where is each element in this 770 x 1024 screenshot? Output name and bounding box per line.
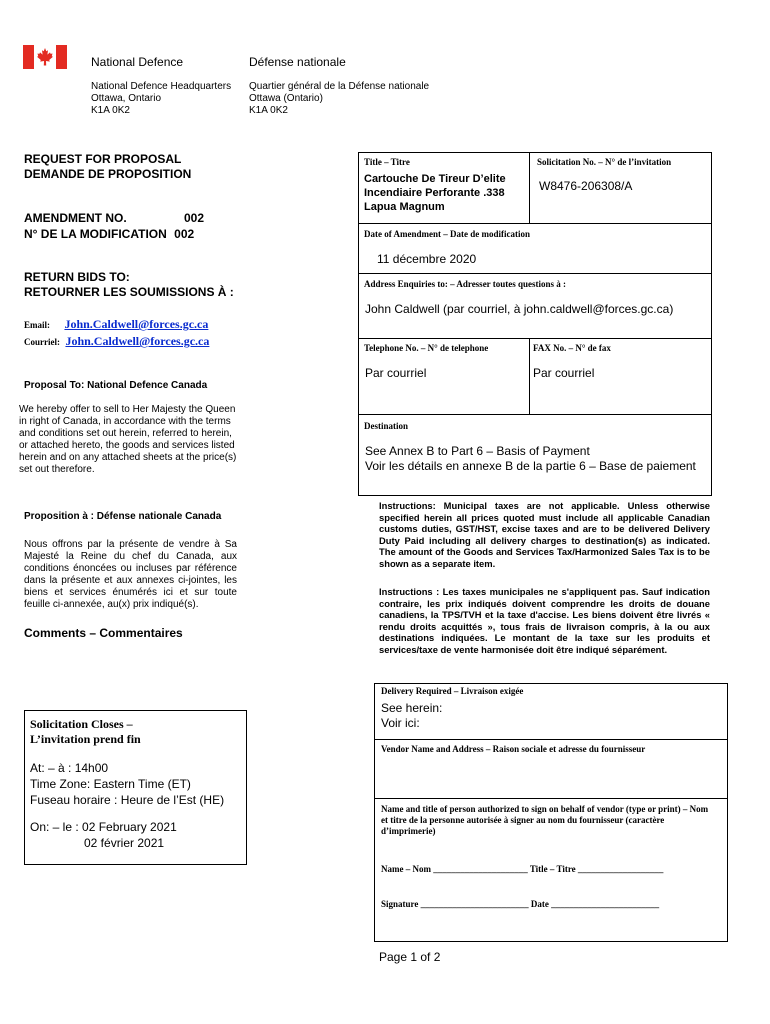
delivery-value (381, 701, 442, 731)
return-bids-fr: RETOURNER LES SOUMISSIONS À : (24, 285, 234, 299)
telephone-label: Telephone No. – N° de telephone (364, 343, 489, 353)
delivery-line: See herein: (381, 701, 443, 715)
page-number: Page 1 of 2 (379, 950, 441, 964)
closes-at: At: – à : 14h00 (30, 761, 109, 775)
address-line: K1A 0K2 (249, 105, 288, 116)
rfp-title-en: REQUEST FOR PROPOSAL (24, 152, 182, 166)
destination-line: Voir les détails en annexe B de la partie 6 – Base de paiement (365, 459, 696, 473)
courriel-link[interactable]: John.Caldwell@forces.gc.ca (65, 334, 210, 348)
delivery-label: Delivery Required – Livraison exigée (381, 686, 524, 696)
destination-label: Destination (364, 421, 409, 431)
closes-on: On: – le : 02 February 2021 (30, 820, 177, 834)
closes-on-fr: 02 février 2021 (84, 836, 165, 850)
comments-heading: Comments – Commentaires (24, 626, 183, 640)
solicitation-label: Solicitation No. – N° de l’invitation (537, 157, 672, 167)
amendment-fr (24, 226, 224, 242)
date-amendment-label: Date of Amendment – Date de modification (364, 229, 530, 239)
grid-divider (529, 338, 530, 414)
return-bids-en: RETURN BIDS TO: (24, 270, 130, 284)
header-department-fr: Défense nationale (249, 55, 346, 69)
canada-flag-icon (23, 45, 67, 69)
vendor-label: Vendor Name and Address – Raison sociale et adresse du fournisseur (381, 744, 646, 754)
courriel-row (24, 333, 209, 350)
solicitation-value: W8476-206308/A (539, 179, 633, 193)
closes-date (30, 819, 177, 851)
signature-date-line[interactable]: Signature ________________________ Date ________________________ (381, 899, 660, 909)
grid-divider (374, 739, 728, 740)
fax-label: FAX No. – N° de fax (533, 343, 611, 353)
instructions-fr: Instructions : Les taxes municipales ne s'appliquent pas. Sauf indication contraire, les prix indiqués doivent comprendre les droits de douane canadiens, la TPS/TVH et la taxe d'accise. Les biens doivent être livrés « rendu droits acquittés », tous frais de livraison compris, à la ou aux destinations indiquées. Le montant de la taxe sur les produits et services/taxe de vente harmonisée doit être indiqué séparément. (379, 586, 710, 655)
amendment-en (24, 210, 224, 226)
grid-divider (358, 338, 712, 339)
instructions-en: Instructions: Municipal taxes are not applicable. Unless otherwise specified herein all prices quoted must include all applicable Canadian customs duties, GST/HST, excise taxes and are to be delivered Delivery Duty Paid including all delivery charges to destination(s) as indicated. The amount of the Goods and Services Tax/Harmonized Sales Tax is to be shown as a separate item. (379, 500, 710, 569)
delivery-line: Voir ici: (381, 716, 420, 730)
address-line: Quartier général de la Défense nationale (249, 81, 430, 92)
enquiries-value: John Caldwell (par courriel, à john.caldwell@forces.gc.ca) (365, 302, 674, 316)
address-line: Ottawa (Ontario) (249, 93, 323, 104)
proposal-text-en: We hereby offer to sell to Her Majesty the Queen in right of Canada, in accordance with the terms and conditions set out herein, referred to herein, or attached hereto, the goods and services listed herein and on any attached sheets at the price(s) set out therefore. (19, 404, 237, 475)
amendment-fr-value: 002 (174, 227, 195, 241)
email-row (24, 316, 209, 333)
email-label: Email: (24, 320, 50, 330)
proposal-to-fr: Proposition à : Défense nationale Canada (24, 511, 222, 522)
closes-time (30, 760, 224, 808)
address-line: K1A 0K2 (91, 105, 130, 116)
amendment-fr-label: N° DE LA MODIFICATION (24, 227, 167, 241)
grid-divider (358, 414, 712, 415)
amendment-en-value: 002 (184, 211, 205, 225)
return-bids (24, 270, 234, 300)
closes-timezone-fr: Fuseau horaire : Heure de l’Est (HE) (30, 793, 225, 807)
destination-line: See Annex B to Part 6 – Basis of Payment (365, 444, 590, 458)
proposal-text-fr: Nous offrons par la présente de vendre à Sa Majesté la Reine du chef du Canada, aux conditions énoncées ou incluses par référence dans la présente et aux annexes ci-jointes, les biens et services énumérés ici et sur toute feuille ci-annexée, au(x) prix indiqué(s). (24, 539, 237, 610)
title-value: Cartouche De Tireur D’elite Incendiaire Perforante .338 Lapua Magnum (364, 173, 506, 213)
email-link[interactable]: John.Caldwell@forces.gc.ca (64, 317, 209, 331)
authorized-label: Name and title of person authorized to sign on behalf of vendor (type or print) – Nom et titre de la personne autorisée à signer au nom du fournisseur (caractère d’imprimerie) (381, 804, 709, 836)
grid-divider (358, 273, 712, 274)
grid-divider (358, 223, 712, 224)
header-address-fr (249, 81, 429, 117)
title-label: Title – Titre (364, 157, 410, 167)
closes-title (30, 717, 141, 747)
proposal-to-en: Proposal To: National Defence Canada (24, 380, 208, 391)
email-block (24, 316, 209, 350)
name-title-line[interactable]: Name – Nom _____________________ Title – Titre ___________________ (381, 864, 664, 874)
enquiries-label: Address Enquiries to: – Adresser toutes questions à : (364, 279, 567, 289)
amendment-block (24, 210, 224, 242)
header-address-en (91, 81, 231, 117)
closes-title-en: Solicitation Closes – (30, 717, 133, 731)
rfp-heading (24, 152, 191, 182)
destination-value (365, 444, 696, 474)
closes-timezone-en: Time Zone: Eastern Time (ET) (30, 777, 191, 791)
courriel-label: Courriel: (24, 337, 60, 347)
address-line: National Defence Headquarters (91, 81, 232, 92)
closes-title-fr: L’invitation prend fin (30, 732, 141, 746)
rfp-title-fr: DEMANDE DE PROPOSITION (24, 167, 192, 181)
date-amendment-value: 11 décembre 2020 (377, 252, 477, 266)
header-department-en: National Defence (91, 55, 184, 69)
telephone-value: Par courriel (365, 366, 427, 380)
fax-value: Par courriel (533, 366, 595, 380)
amendment-en-label: AMENDMENT NO. (24, 211, 127, 225)
address-line: Ottawa, Ontario (91, 93, 162, 104)
grid-divider (374, 798, 728, 799)
grid-divider (529, 152, 530, 223)
